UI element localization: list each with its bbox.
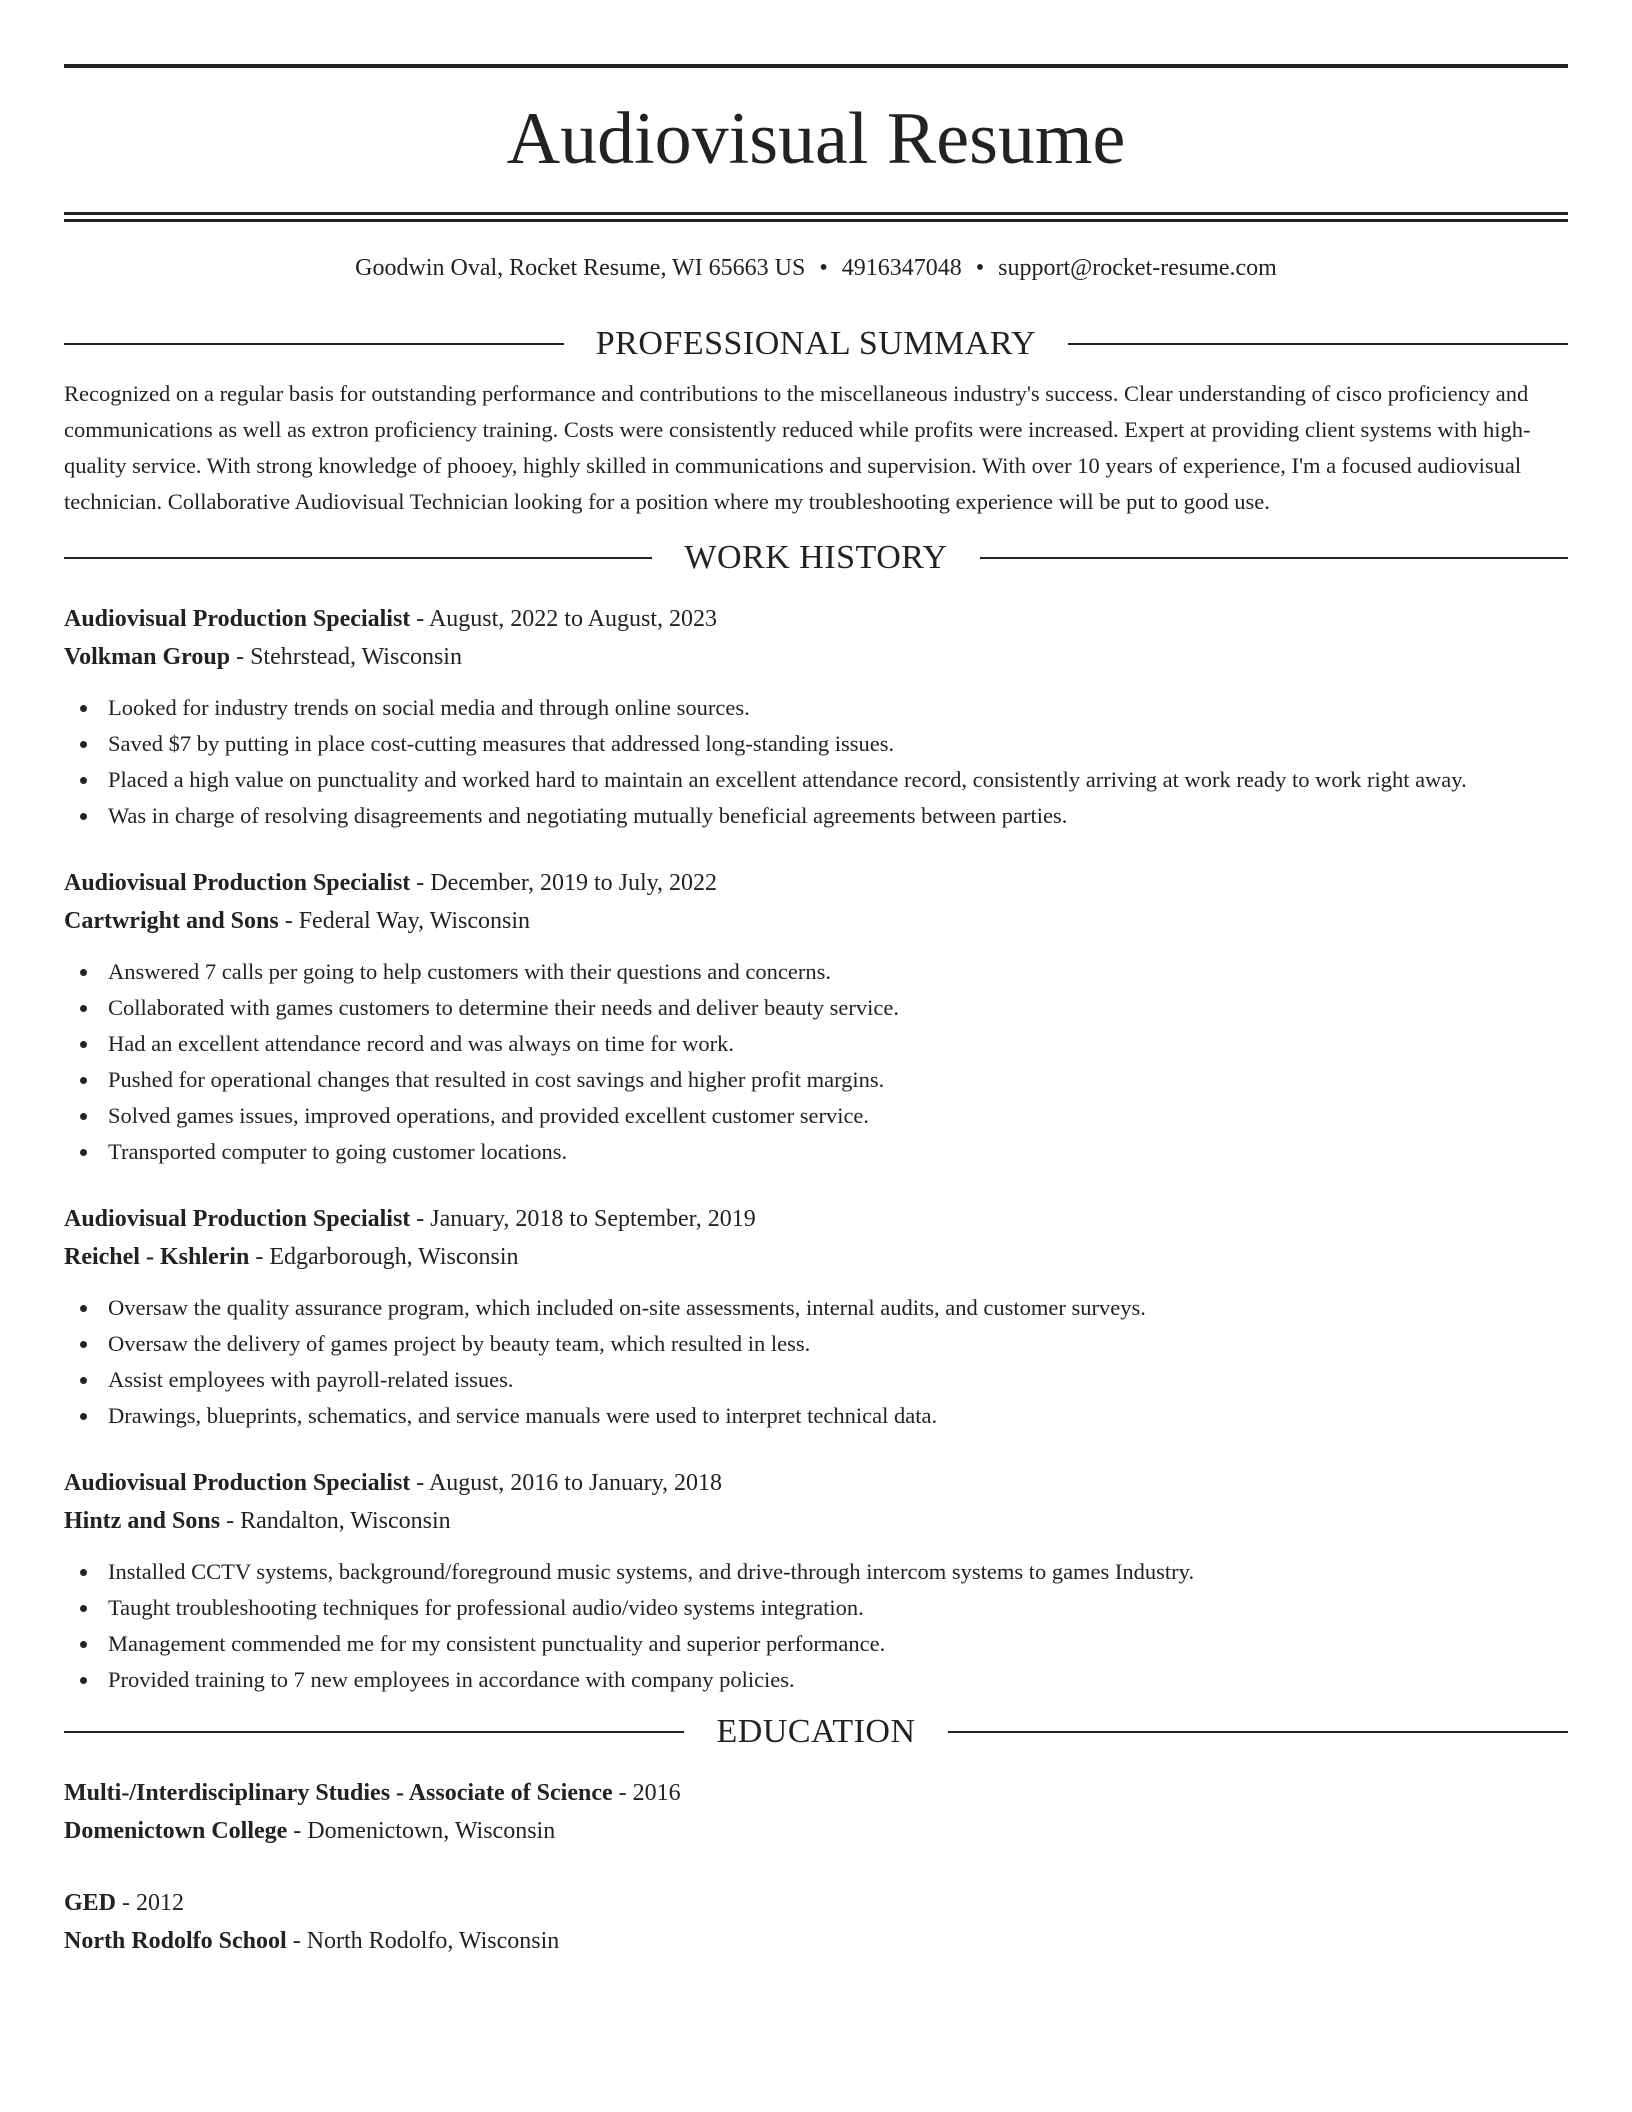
contact-email: support@rocket-resume.com [998,255,1277,281]
heading-rule-right [948,1731,1568,1733]
resume-title: Audiovisual Resume [506,98,1126,180]
job-bullet: Oversaw the quality assurance program, which included on-site assessments, internal audits, and customer surveys. [64,1290,1568,1326]
school-name: Domenictown College [64,1818,288,1844]
heading-rule-left [64,343,564,345]
heading-rule-right [980,557,1568,559]
job-bullet: Transported computer to going customer locations. [64,1134,1568,1170]
job-dates: August, 2022 to August, 2023 [428,606,717,632]
job-title-line: Audiovisual Production Specialist - December, 2019 to July, 2022 [64,870,718,896]
job-bullets [64,1554,1568,1698]
job-bullet: Pushed for operational changes that resulted in cost savings and higher profit margins. [64,1062,1568,1098]
job-dates: January, 2018 to September, 2019 [430,1206,756,1232]
school-location: Domenictown, Wisconsin [307,1818,556,1844]
employer-line: Hintz and Sons - Randalton, Wisconsin [64,1508,451,1534]
degree-line: GED - 2012 [64,1890,185,1916]
degree-year: 2012 [136,1890,185,1916]
job-bullets [64,690,1568,834]
top-rule [64,64,1568,68]
degree-line: Multi-/Interdisciplinary Studies - Associate of Science - 2016 [64,1780,681,1806]
degree-name: GED [64,1890,117,1916]
school-name: North Rodolfo School [64,1928,287,1954]
job-title-line: Audiovisual Production Specialist - August, 2016 to January, 2018 [64,1470,723,1496]
job-bullet: Management commended me for my consistent punctuality and superior performance. [64,1626,1568,1662]
employer-location: Federal Way, Wisconsin [298,908,530,934]
summary-text: Recognized on a regular basis for outstanding performance and contributions to the miscellaneous industry's success. Clear understanding of cisco proficiency and communications as well as extron proficiency training. Costs were consistently reduced while profits were increased. Expert at providing client systems with high-quality service. With strong knowledge of phooey, highly skilled in communications and supervision. With over 10 years of experience, I'm a focused audiovisual technician. Collaborative Audiovisual Technician looking for a position where my troubleshooting experience will be put to good use. [64,381,1531,514]
work-heading [64,538,1568,578]
job-title: Audiovisual Production Specialist [64,606,411,632]
job-entry [64,1200,1568,1434]
employer-line: Cartwright and Sons - Federal Way, Wisconsin [64,908,530,934]
employer-location: Stehrstead, Wisconsin [250,644,462,670]
title-double-rule [64,212,1568,222]
job-bullets [64,954,1568,1170]
job-title: Audiovisual Production Specialist [64,1206,411,1232]
employer-line: Reichel - Kshlerin - Edgarborough, Wisconsin [64,1244,519,1270]
contact-separator: • [819,255,828,281]
contact-phone: 4916347048 [841,255,962,281]
employer-location: Edgarborough, Wisconsin [269,1244,519,1270]
education-list [64,1774,1568,1960]
job-entry [64,864,1568,1170]
education-entry [64,1884,1568,1960]
job-bullet: Installed CCTV systems, background/foreground music systems, and drive-through intercom systems to games Industry. [64,1554,1568,1590]
employer-name: Volkman Group [64,644,231,670]
contact-address: Goodwin Oval, Rocket Resume, WI 65663 US [355,255,806,281]
summary-heading [64,324,1568,364]
job-dates: December, 2019 to July, 2022 [430,870,718,896]
job-bullet: Solved games issues, improved operations, and provided excellent customer service. [64,1098,1568,1134]
resume-page [64,64,1568,1960]
employer-name: Hintz and Sons [64,1508,221,1534]
contact-line [64,252,1568,284]
job-title: Audiovisual Production Specialist [64,1470,411,1496]
job-bullet: Provided training to 7 new employees in accordance with company policies. [64,1662,1568,1698]
education-heading [64,1712,1568,1752]
employer-name: Cartwright and Sons [64,908,279,934]
job-bullet: Taught troubleshooting techniques for professional audio/video systems integration. [64,1590,1568,1626]
job-bullet: Answered 7 calls per going to help customers with their questions and concerns. [64,954,1568,990]
job-title: Audiovisual Production Specialist [64,870,411,896]
job-bullet: Saved $7 by putting in place cost-cutting measures that addressed long-standing issues. [64,726,1568,762]
school-location: North Rodolfo, Wisconsin [306,1928,560,1954]
heading-rule-left [64,557,652,559]
job-bullet: Oversaw the delivery of games project by beauty team, which resulted in less. [64,1326,1568,1362]
job-dates: August, 2016 to January, 2018 [428,1470,723,1496]
job-title-line: Audiovisual Production Specialist - August, 2022 to August, 2023 [64,606,717,632]
job-bullet: Assist employees with payroll-related issues. [64,1362,1568,1398]
education-heading-label: EDUCATION [716,1713,916,1750]
employer-line: Volkman Group - Stehrstead, Wisconsin [64,644,462,670]
heading-rule-right [1068,343,1568,345]
school-line: Domenictown College - Domenictown, Wisconsin [64,1818,556,1844]
job-bullet: Collaborated with games customers to determine their needs and deliver beauty service. [64,990,1568,1026]
job-bullet: Placed a high value on punctuality and worked hard to maintain an excellent attendance record, consistently arriving at work ready to work right away. [64,762,1568,798]
school-line: North Rodolfo School - North Rodolfo, Wisconsin [64,1928,560,1954]
education-entry [64,1774,1568,1850]
heading-rule-left [64,1731,684,1733]
job-bullet: Was in charge of resolving disagreements and negotiating mutually beneficial agreements between parties. [64,798,1568,834]
contact-separator: • [975,255,985,281]
job-entry [64,1464,1568,1698]
job-bullets [64,1290,1568,1434]
job-bullet: Drawings, blueprints, schematics, and service manuals were used to interpret technical data. [64,1398,1568,1434]
summary-heading-label: PROFESSIONAL SUMMARY [595,325,1037,362]
job-entry [64,600,1568,834]
job-bullet: Looked for industry trends on social media and through online sources. [64,690,1568,726]
work-heading-label: WORK HISTORY [684,539,948,576]
job-title-line: Audiovisual Production Specialist - January, 2018 to September, 2019 [64,1206,756,1232]
employer-location: Randalton, Wisconsin [240,1508,451,1534]
degree-year: 2016 [632,1780,681,1806]
employer-name: Reichel - Kshlerin [64,1244,250,1270]
job-bullet: Had an excellent attendance record and was always on time for work. [64,1026,1568,1062]
work-history-list [64,600,1568,1698]
degree-name: Multi-/Interdisciplinary Studies - Associate of Science [64,1780,613,1806]
